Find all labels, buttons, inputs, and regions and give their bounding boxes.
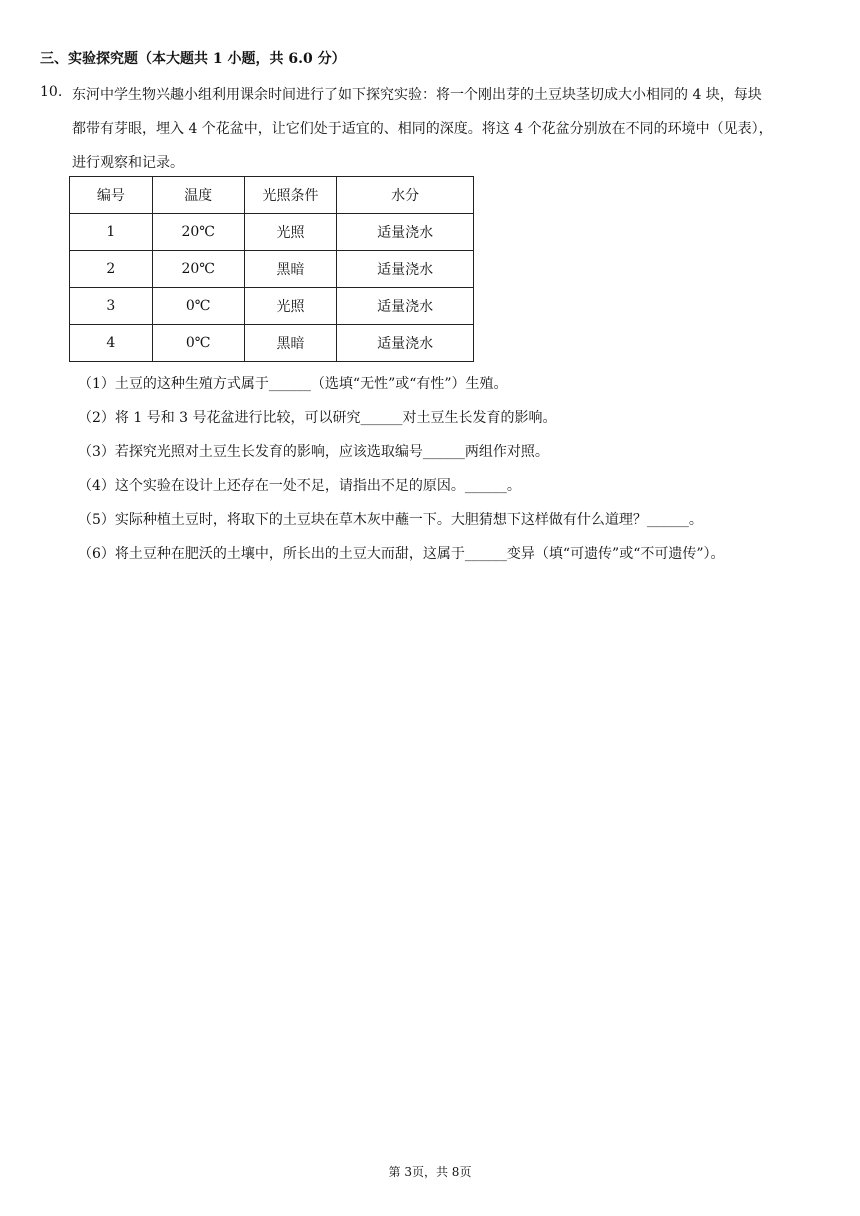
table-row <box>70 251 474 288</box>
page-footer: 第 3页，共 8页 <box>388 1165 472 1179</box>
table-row <box>70 288 474 325</box>
table-row <box>70 214 474 251</box>
cell-temperature: 20℃ <box>152 214 244 251</box>
cell-temperature: 0℃ <box>152 325 244 362</box>
question-text-line-1: 东河中学生物兴趣小组利用课余时间进行了如下探究实验：将一个刚出芽的土豆块茎切成大小相同的 4 块，每块 <box>72 87 762 103</box>
cell-water: 适量浇水 <box>337 214 474 251</box>
cell-water: 适量浇水 <box>337 251 474 288</box>
cell-light: 光照 <box>244 288 337 325</box>
cell-light: 黑暗 <box>244 325 337 362</box>
cell-water: 适量浇水 <box>337 288 474 325</box>
cell-number: 1 <box>70 214 153 251</box>
header-temperature: 温度 <box>152 177 244 214</box>
subquestion-6: （6）将土豆种在肥沃的土壤中，所长出的土豆大而甜，这属于______变异（填“可遗传”或“不可遗传”）。 <box>78 546 725 562</box>
cell-temperature: 20℃ <box>152 251 244 288</box>
subquestion-5: （5）实际种植土豆时，将取下的土豆块在草木灰中蘸一下。大胆猜想下这样做有什么道理？______。 <box>78 512 703 528</box>
table-header-row <box>70 177 474 214</box>
experiment-table <box>69 176 474 362</box>
cell-number: 2 <box>70 251 153 288</box>
header-number: 编号 <box>70 177 153 214</box>
cell-water: 适量浇水 <box>337 325 474 362</box>
subquestion-4: （4）这个实验在设计上还存在一处不足，请指出不足的原因。______。 <box>78 478 521 494</box>
question-text-line-2: 都带有芽眼，埋入 4 个花盆中，让它们处于适宜的、相同的深度。将这 4 个花盆分别放在不同的环境中（见表）， <box>72 121 773 137</box>
subquestion-1: （1）土豆的这种生殖方式属于______（选填“无性”或“有性”）生殖。 <box>78 376 508 392</box>
header-light: 光照条件 <box>244 177 337 214</box>
header-water: 水分 <box>337 177 474 214</box>
subquestion-3: （3）若探究光照对土豆生长发育的影响，应该选取编号______两组作对照。 <box>78 444 549 460</box>
question-number: 10. <box>40 84 63 100</box>
cell-number: 3 <box>70 288 153 325</box>
cell-number: 4 <box>70 325 153 362</box>
question-text-line-3: 进行观察和记录。 <box>72 155 184 171</box>
cell-light: 黑暗 <box>244 251 337 288</box>
table-row <box>70 325 474 362</box>
subquestion-2: （2）将 1 号和 3 号花盆进行比较，可以研究______对土豆生长发育的影响。 <box>78 410 557 426</box>
cell-temperature: 0℃ <box>152 288 244 325</box>
cell-light: 光照 <box>244 214 337 251</box>
section-title: 三、实验探究题（本大题共 1 小题，共 6.0 分） <box>40 51 346 67</box>
